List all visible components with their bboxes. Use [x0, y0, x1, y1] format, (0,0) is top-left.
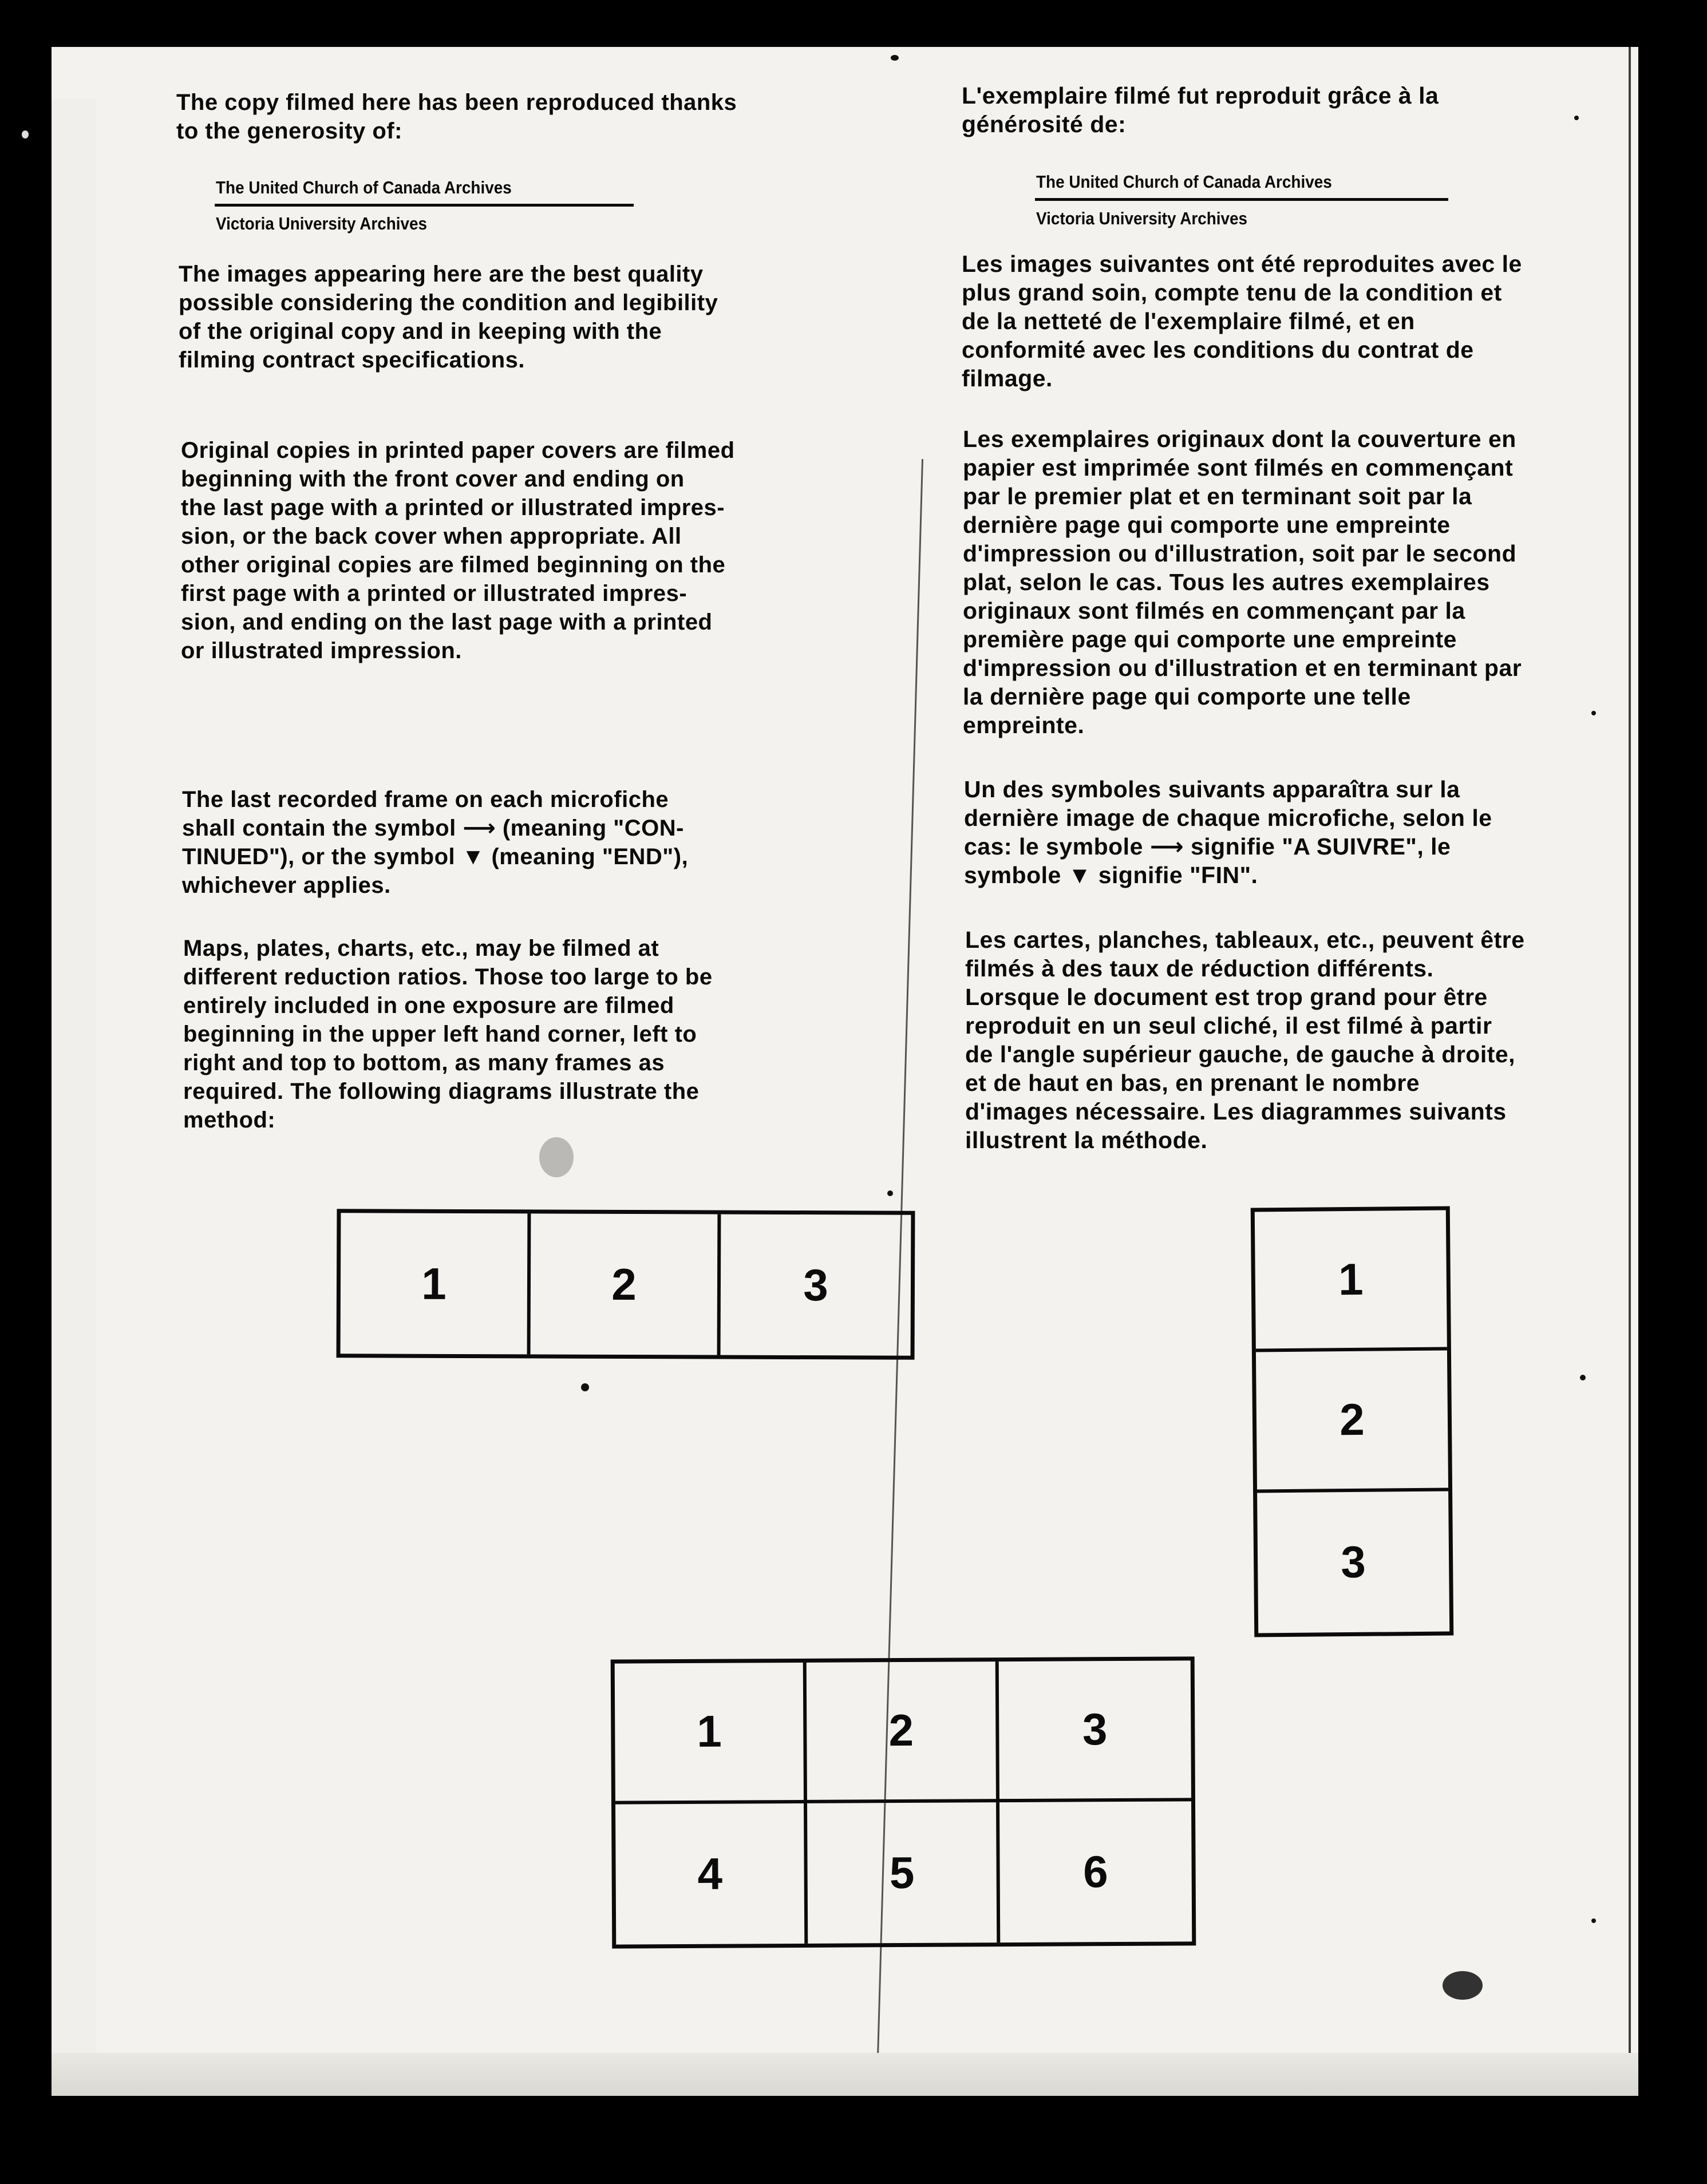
french-symbols-paragraph: Un des symboles suivants apparaîtra sur la dernière image de chaque microfiche, selon le cas: le symbole ⟶ signifie "A SUIVRE", le symbole ▼ signifie "FIN".: [964, 776, 1492, 888]
frame-cell: 4: [615, 1803, 808, 1944]
frame-cell: 3: [803, 1259, 828, 1310]
english-covers-paragraph: Original copies in printed paper covers are filmed beginning with the front cover and ending on the last page with a printed or illustrated impres- sion, or the back cover when appropriate. All other original copies are filmed beginning on the first page with a printed or illustrated impres- sion, and ending on the last page with a printed or illustrated impression.: [181, 438, 735, 663]
english-intro: The copy filmed here has been reproduced thanks to the generosity of:: [176, 90, 737, 144]
frame-cell: 6: [1083, 1846, 1108, 1897]
french-archive-rule: [1035, 198, 1448, 201]
edge-mark: [891, 55, 899, 61]
diagram-row-of-three: [337, 1209, 915, 1360]
english-archive-rule: [215, 204, 634, 207]
edge-mark: [22, 130, 29, 139]
english-archive-name-1: The United Church of Canada Archives: [216, 177, 512, 197]
dust-speck: [581, 1383, 589, 1391]
ink-smudge: [539, 1137, 574, 1177]
diagram-column-of-three: [1251, 1206, 1454, 1637]
frame-cell: 2: [531, 1213, 721, 1355]
french-quality-paragraph: Les images suivantes ont été reproduites avec le plus grand soin, compte tenu de la condition et de la netteté de l'exemplaire filmé, et en conformité avec les conditions du contrat de filmage.: [962, 251, 1522, 391]
frame-cell: 1: [615, 1663, 808, 1804]
microfiche-page: [52, 47, 1638, 2096]
frame-cell: 1: [341, 1213, 531, 1354]
french-maps-paragraph: Les cartes, planches, tableaux, etc., peuvent être filmés à des taux de réduction différents. Lorsque le document est trop grand pour être reproduit en un seul cliché, il est filmé à partir de l'angle supérieur gauche, de gauche à droite, et de haut en bas, en prenant le nombre d'images nécessaire. Les diagrammes suivants illustrent la méthode.: [965, 927, 1525, 1153]
dust-speck: [1580, 1375, 1586, 1380]
frame-cell: 2: [1256, 1351, 1448, 1493]
dust-speck: [1574, 116, 1579, 120]
french-archive-name-1: The United Church of Canada Archives: [1036, 172, 1332, 192]
dust-speck: [887, 1190, 893, 1196]
frame-cell: 2: [807, 1661, 999, 1803]
english-maps-paragraph: Maps, plates, charts, etc., may be filmed at different reduction ratios. Those too large to be entirely included in one exposure are filmed beginning in the upper left hand corner, left to right and top to bottom, as many frames as required. The following diagrams illustrate the method:: [183, 936, 713, 1133]
english-symbols-paragraph: The last recorded frame on each microfiche shall contain the symbol ⟶ (meaning "CON- TINUED"), or the symbol ▼ (meaning "END"), whichever applies.: [182, 787, 689, 898]
dust-speck: [1591, 1918, 1596, 1923]
frame-cell: 3: [1341, 1536, 1366, 1587]
french-archive-name-2: Victoria University Archives: [1036, 208, 1248, 228]
ink-blot: [1443, 1971, 1483, 2000]
frame-cell: 1: [1255, 1210, 1447, 1352]
diagram-grid-of-six: [611, 1656, 1196, 1948]
english-archive-name-2: Victoria University Archives: [216, 213, 428, 234]
right-edge-line: [1629, 47, 1631, 2053]
frame-cell: 3: [998, 1660, 1191, 1802]
english-quality-paragraph: The images appearing here are the best quality possible considering the condition and legibility of the original copy and in keeping with the filming contract specifications.: [179, 262, 718, 373]
french-covers-paragraph: Les exemplaires originaux dont la couverture en papier est imprimée sont filmés en commençant par le premier plat et en terminant soit par la dernière page qui comporte une empreinte d'impression ou d'illustration, soit par le second plat, selon le cas. Tous les autres exemplaires originaux sont filmés en commençant par la première page qui comporte une empreinte d'impression ou d'illustration et en terminant par la dernière page qui comporte une telle empreinte.: [963, 426, 1522, 738]
dust-speck: [1591, 711, 1596, 715]
page-edge-strip: [52, 98, 96, 2096]
frame-cell: 5: [807, 1802, 1000, 1944]
french-intro: L'exemplaire filmé fut reproduit grâce à la générosité de:: [962, 82, 1439, 137]
film-bottom-band: [52, 2053, 1638, 2096]
